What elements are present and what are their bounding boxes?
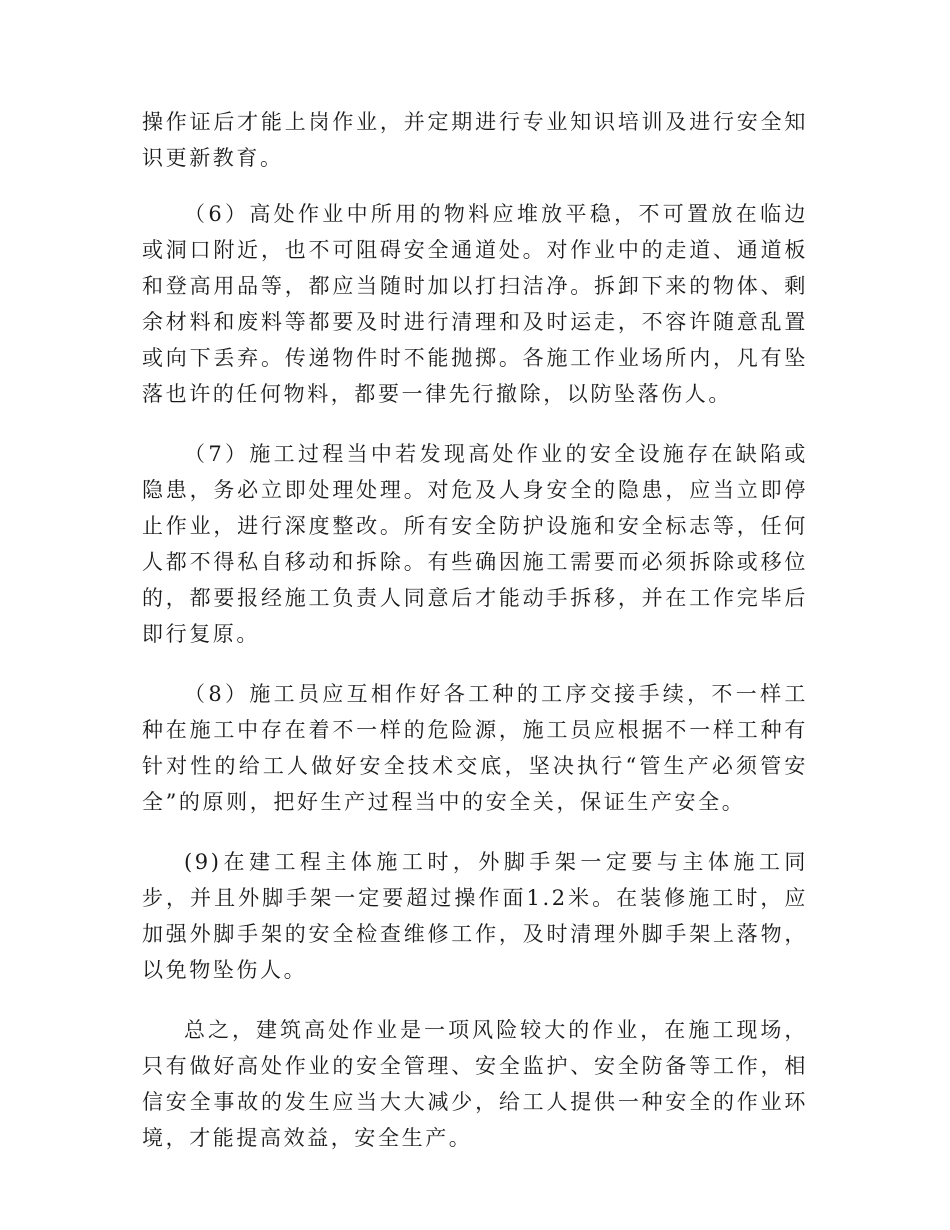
document-body: [142, 104, 808, 1180]
paragraph-item-9: (9)在建工程主体施工时，外脚手架一定要与主体施工同步，并且外脚手架一定要超过操作面1.2米。在装修施工时，应加强外脚手架的安全检查维修工作，及时清理外脚手架上落物，以免物坠伤人。: [142, 850, 808, 982]
paragraph-conclusion: 总之，建筑高处作业是一项风险较大的作业，在施工现场，只有做好高处作业的安全管理、安全监护、安全防备等工作，相信安全事故的发生应当大大减少，给工人提供一种安全的作业环境，才能提高效益，安全生产。: [142, 1018, 808, 1150]
paragraph-continuation: 操作证后才能上岗作业，并定期进行专业知识培训及进行安全知识更新教育。: [142, 110, 808, 170]
paragraph-item-6: （6）高处作业中所用的物料应堆放平稳，不可置放在临边或洞口附近，也不可阻碍安全通道处。对作业中的走道、通道板和登高用品等，都应当随时加以打扫洁净。拆卸下来的物体、剩余材料和废料等都要及时进行清理和及时运走，不容许随意乱置或向下丢弃。传递物件时不能抛掷。各施工作业场所内，凡有坠落也许的任何物料，都要一律先行撤除，以防坠落伤人。: [142, 202, 808, 406]
paragraph-item-7: （7）施工过程当中若发现高处作业的安全设施存在缺陷或隐患，务必立即处理处理。对危及人身安全的隐患，应当立即停止作业，进行深度整改。所有安全防护设施和安全标志等，任何人都不得私自移动和拆除。有些确因施工需要而必须拆除或移位的，都要报经施工负责人同意后才能动手拆移，并在工作完毕后即行复原。: [142, 442, 808, 646]
paragraph-item-8: （8）施工员应互相作好各工种的工序交接手续，不一样工种在施工中存在着不一样的危险源，施工员应根据不一样工种有针对性的给工人做好安全技术交底，坚决执行“管生产必须管安全”的原则，把好生产过程当中的安全关，保证生产安全。: [142, 682, 808, 814]
